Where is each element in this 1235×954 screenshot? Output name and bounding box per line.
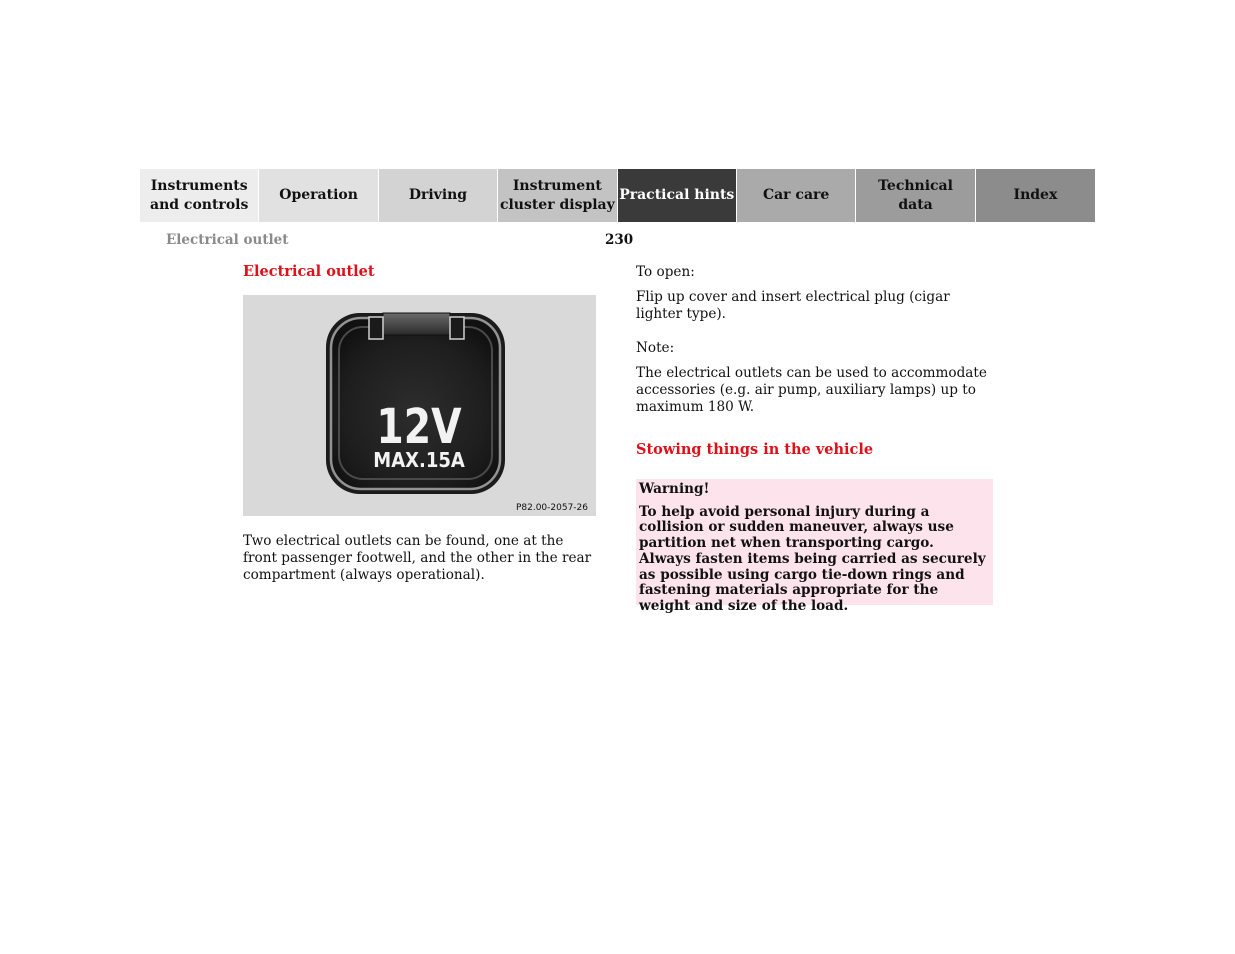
warning-text: To help avoid personal injury during a collision or sudden maneuver, always use partition net when transporting cargo. Always fasten items being carried as securely as possible using cargo tie-down rings and fastening materials appropriate for the weight and size of the load.	[639, 503, 986, 614]
page-number: 230	[605, 232, 634, 248]
electrical-outlet-heading: Electrical outlet	[243, 263, 375, 280]
tab-label: Car care	[762, 187, 830, 203]
tab-driving[interactable]	[379, 169, 498, 222]
warning-title: Warning!	[639, 481, 710, 497]
tab-label: Operation	[279, 187, 358, 203]
tab-label: Instrument cluster display	[499, 177, 615, 213]
figure-code: P82.00-2057-26	[515, 503, 588, 513]
voltage-label: 12V	[376, 399, 462, 456]
to-open-label: To open:	[636, 264, 695, 280]
tab-label: Driving	[408, 187, 468, 203]
outlet-cover-illustration	[243, 295, 596, 516]
stowing-heading: Stowing things in the vehicle	[636, 441, 874, 458]
tab-operation[interactable]	[259, 169, 378, 222]
outlet-figure	[243, 295, 596, 516]
chapter-nav	[140, 169, 1095, 222]
tab-instruments-and-controls[interactable]	[140, 169, 259, 222]
tab-label: Instruments and controls	[150, 177, 249, 213]
tab-label: Technical data	[878, 177, 953, 213]
section-title: Electrical outlet	[166, 232, 289, 248]
note-label: Note:	[636, 340, 675, 356]
note-text: The electrical outlets can be used to accommodate accessories (e.g. air pump, auxiliary lamps) up to maximum 180 W.	[636, 365, 987, 415]
tab-label: Index	[1013, 187, 1058, 203]
tab-technical-data[interactable]	[856, 169, 975, 222]
max-current-label: MAX.15A	[373, 449, 465, 473]
outlet-description: Two electrical outlets can be found, one at the front passenger footwell, and the other in the rear compartment (always operational).	[243, 533, 592, 583]
warning-box	[636, 479, 993, 614]
tab-car-care[interactable]	[737, 169, 856, 222]
tab-instrument-cluster-display[interactable]	[498, 169, 617, 222]
tab-label: Practical hints	[619, 187, 735, 203]
tab-practical-hints[interactable]	[618, 169, 737, 222]
tab-index[interactable]	[976, 169, 1095, 222]
to-open-text: Flip up cover and insert electrical plug (cigar lighter type).	[636, 289, 950, 322]
